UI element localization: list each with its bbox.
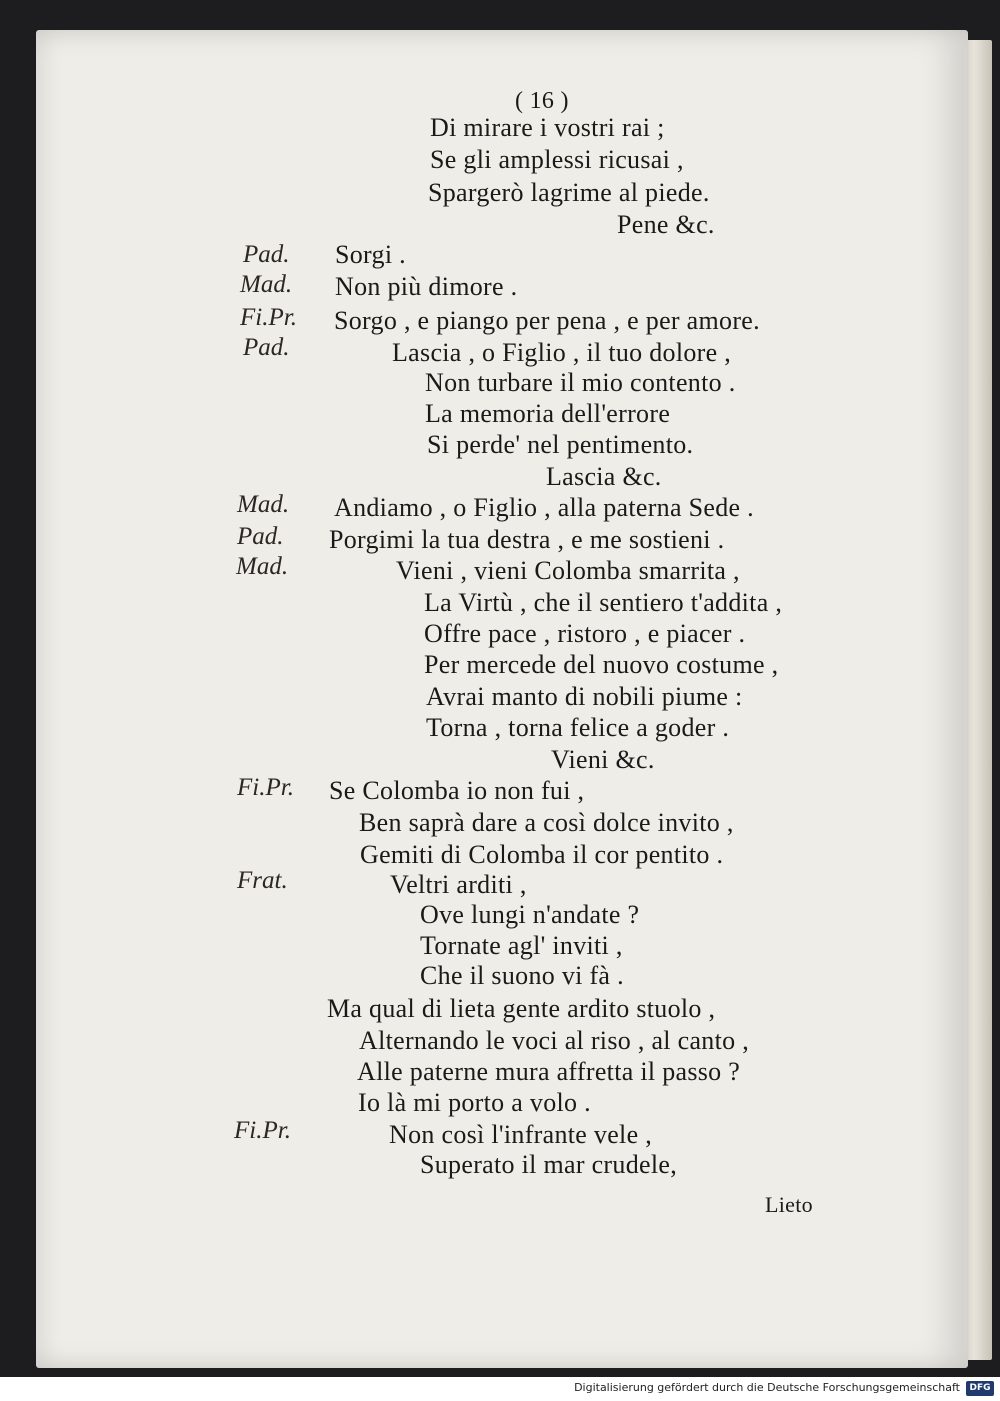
verse-line: Torna , torna felice a goder . [426, 713, 730, 742]
verse-line: Per mercede del nuovo costume , [424, 650, 779, 679]
refrain-line: Vieni &c. [551, 745, 655, 774]
verse-line: Non turbare il mio contento . [425, 368, 736, 397]
verse-line: Non più dimore . [335, 272, 518, 301]
verse-line: Vieni , vieni Colomba smarrita , [396, 556, 740, 585]
refrain-line: Lascia &c. [546, 462, 662, 491]
verse-line: Porgimi la tua destra , e me sostieni . [329, 525, 725, 554]
speaker-label: Fi.Pr. [234, 1117, 291, 1144]
verse-line: Si perde' nel pentimento. [427, 430, 694, 459]
speaker-label: Mad. [236, 553, 289, 580]
verse-line: Ove lungi n'andate ? [420, 900, 640, 929]
speaker-label: Mad. [240, 271, 293, 298]
verse-line: Lascia , o Figlio , il tuo dolore , [392, 338, 732, 367]
verse-line: La Virtù , che il sentiero t'addita , [424, 588, 783, 617]
verse-line: Andiamo , o Figlio , alla paterna Sede . [334, 493, 754, 522]
speaker-label: Pad. [243, 334, 290, 361]
verse-line: Ben saprà dare a così dolce invito , [359, 808, 734, 837]
page-number: ( 16 ) [515, 88, 569, 114]
verse-line: Di mirare i vostri rai ; [430, 113, 665, 142]
verse-line: Ma qual di lieta gente ardito stuolo , [327, 994, 716, 1023]
verse-line: Sorgi . [335, 240, 406, 269]
catchword: Lieto [765, 1192, 813, 1217]
verse-line: Sorgo , e piango per pena , e per amore. [334, 306, 760, 335]
funding-credit: Digitalisierung gefördert durch die Deutsche Forschungsgemeinschaft [574, 1381, 960, 1394]
verse-line: Veltri arditi , [390, 870, 527, 899]
speaker-label: Pad. [243, 241, 290, 268]
speaker-label: Fi.Pr. [237, 774, 294, 801]
verse-line: Se Colomba io non fui , [329, 776, 585, 805]
verse-line: La memoria dell'errore [425, 399, 671, 428]
verse-line: Gemiti di Colomba il cor pentito . [360, 840, 724, 869]
verse-line: Che il suono vi fà . [420, 961, 624, 990]
verse-line: Io là mi porto a volo . [358, 1088, 591, 1117]
verse-line: Superato il mar crudele, [420, 1150, 677, 1179]
speaker-label: Pad. [237, 523, 284, 550]
speaker-label: Frat. [237, 867, 288, 894]
verse-line: Spargerò lagrime al piede. [428, 178, 710, 207]
verse-line: Se gli amplessi ricusai , [430, 145, 684, 174]
speaker-label: Fi.Pr. [240, 304, 297, 331]
speaker-label: Mad. [237, 491, 290, 518]
verse-line: Avrai manto di nobili piume : [426, 682, 743, 711]
verse-line: Alle paterne mura affretta il passo ? [357, 1057, 741, 1086]
verse-line: Offre pace , ristoro , e piacer . [424, 619, 746, 648]
footer [0, 1377, 1000, 1401]
verse-line: Non così l'infrante vele , [389, 1120, 653, 1149]
dfg-logo-icon: DFG [966, 1381, 994, 1396]
refrain-line: Pene &c. [617, 210, 715, 239]
verse-line: Tornate agl' inviti , [420, 931, 623, 960]
verse-line: Alternando le voci al riso , al canto , [359, 1026, 750, 1055]
